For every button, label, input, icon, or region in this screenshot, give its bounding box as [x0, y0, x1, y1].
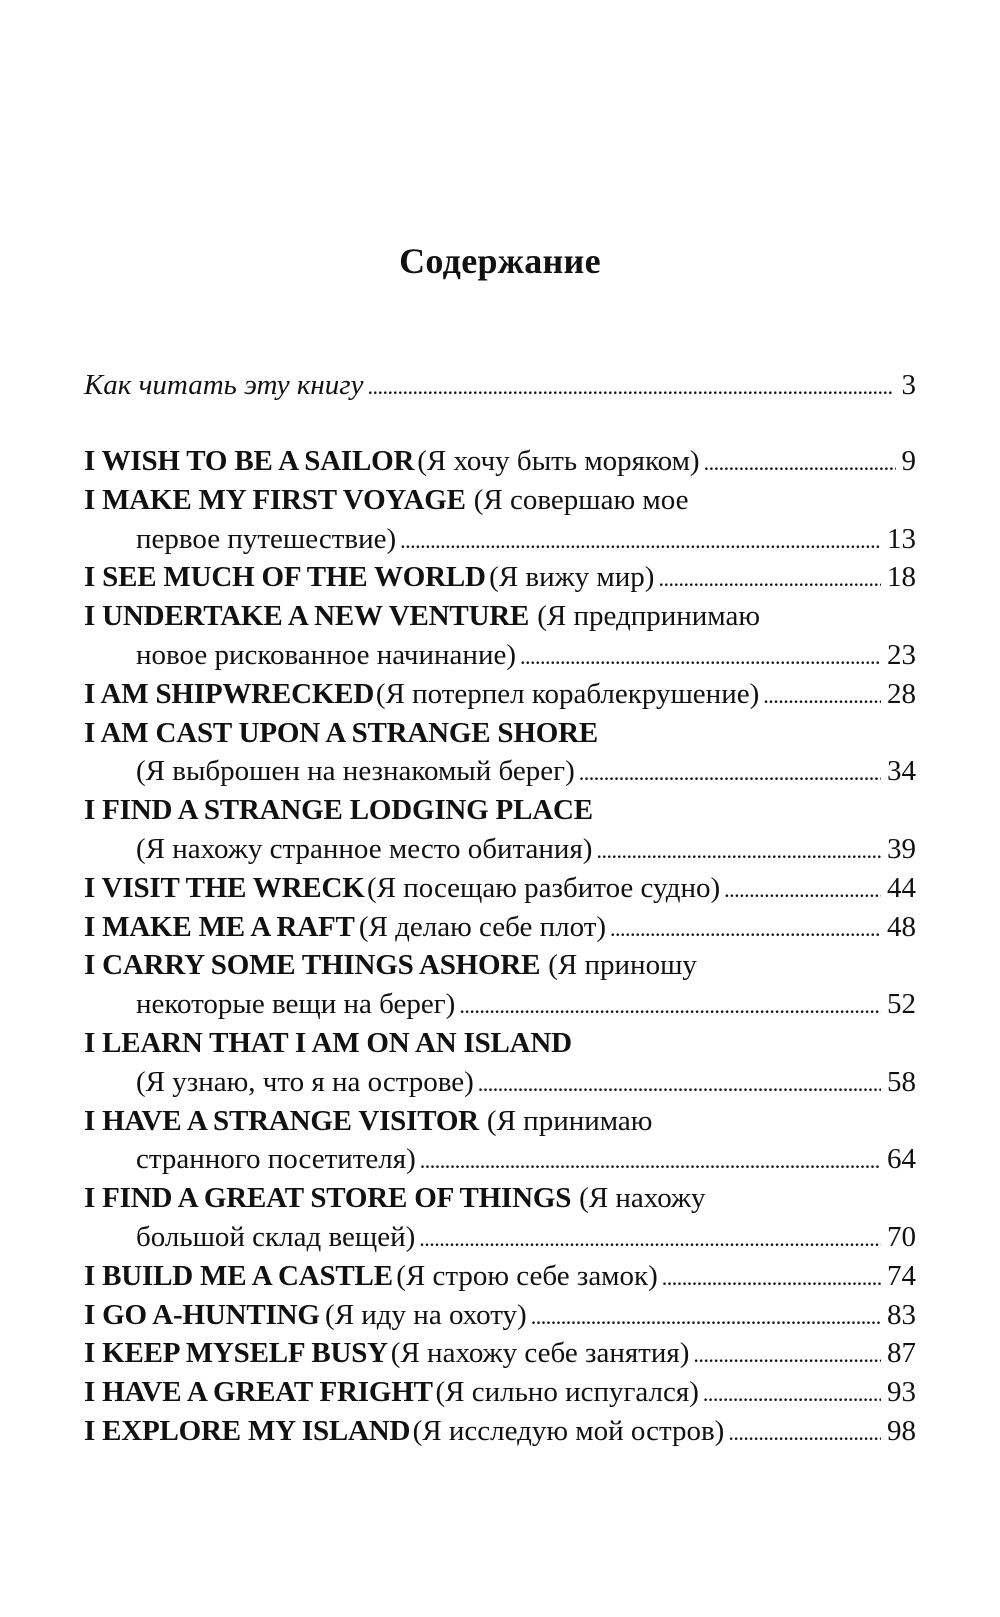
toc-entry-title-en: I AM CAST UPON A STRANGE SHORE	[84, 716, 598, 749]
toc-entry-title-en: I KEEP MYSELF BUSY	[84, 1337, 388, 1370]
toc-entry-continuation	[136, 1059, 916, 1099]
toc-entry-continuation	[136, 1214, 916, 1254]
toc-page-number: 39	[887, 833, 916, 865]
toc-entry-title-ru: (Я иду на охоту)	[325, 1298, 527, 1331]
toc-entry-line	[84, 671, 916, 711]
toc-entry-line	[84, 1292, 916, 1332]
toc-entry-title-ru: новое рискованное начинание)	[136, 639, 516, 671]
toc-entry-line	[84, 554, 916, 594]
dot-leader	[724, 875, 881, 905]
toc-entry-line	[84, 1175, 916, 1215]
toc-entry-line	[84, 1369, 916, 1409]
toc-entry-line	[84, 710, 916, 750]
toc-entry-title-en: I EXPLORE MY ISLAND	[84, 1415, 411, 1447]
toc-entry-continuation	[136, 1136, 916, 1176]
toc-entry-continuation	[136, 748, 916, 788]
toc-entry-line	[84, 1253, 916, 1293]
toc-entry-title-en: I VISIT THE WRECK	[84, 871, 365, 904]
toc-entry-title-ru: (Я строю себе замок)	[396, 1259, 658, 1292]
toc-entry-title-ru: (Я потерпел кораблекрушение)	[375, 677, 760, 710]
toc-entry-title-ru: (Я исследую мой остров)	[412, 1415, 725, 1447]
toc-entry-line	[84, 477, 916, 517]
toc-page-number: 9	[901, 445, 916, 477]
toc-entry-title-ru: (Я нахожу	[579, 1182, 706, 1215]
toc-page-number: 70	[887, 1221, 916, 1253]
toc-entry-line	[84, 942, 916, 982]
dot-leader	[610, 914, 881, 944]
toc-intro-title: Как читать эту книгу	[84, 369, 364, 401]
toc-page-number: 48	[887, 910, 916, 943]
toc-entry-title-ru: (Я вижу мир)	[489, 561, 655, 594]
dot-leader	[478, 1069, 881, 1099]
dot-leader	[400, 526, 881, 556]
page-title: Содержание	[399, 241, 601, 281]
toc-page-number: 64	[887, 1143, 916, 1176]
toc-entry-title-en: I HAVE A GREAT FRIGHT	[84, 1376, 433, 1409]
dot-leader	[579, 758, 881, 788]
toc-page-number: 44	[887, 871, 916, 904]
toc-page-number: 52	[887, 988, 916, 1021]
toc-entry-title-ru: (Я выброшен на незнакомый берег)	[136, 755, 575, 788]
dot-leader	[420, 1146, 881, 1176]
dot-leader	[662, 1263, 881, 1293]
toc-intro-entry	[84, 362, 916, 402]
toc-entry-line	[84, 1330, 916, 1370]
toc-entry-title-ru: (Я нахожу странное место обитания)	[136, 833, 593, 865]
toc-entry-title-ru: первое путешествие)	[136, 522, 397, 555]
toc-entry-title-en: I AM SHIPWRECKED	[84, 677, 375, 710]
toc-entry-line	[84, 438, 916, 478]
toc-entry-line	[84, 1408, 916, 1448]
toc-entry-title-ru: (Я совершаю мое	[473, 483, 689, 516]
toc-entry-continuation	[136, 516, 916, 556]
toc-entry-title-ru: (Я делаю себе плот)	[358, 910, 607, 943]
toc-entry-line	[84, 1098, 916, 1138]
toc-entry-title-ru: (Я узнаю, что я на острове)	[136, 1065, 474, 1098]
dot-leader	[531, 1302, 881, 1332]
toc-page-number: 93	[887, 1376, 916, 1409]
dot-leader	[520, 642, 881, 672]
toc-entry-continuation	[136, 632, 916, 672]
toc-entry-title-ru: большой склад вещей)	[136, 1221, 416, 1253]
toc-entry-title-en: I SEE MUCH OF THE WORLD	[84, 561, 486, 594]
toc-entry-line	[84, 865, 916, 905]
toc-entry-continuation	[136, 826, 916, 866]
toc-page-number: 18	[887, 561, 916, 594]
toc-page-number: 83	[887, 1298, 916, 1331]
dot-leader	[658, 564, 881, 594]
dot-leader	[703, 1379, 881, 1409]
dot-leader	[596, 836, 881, 866]
dot-leader	[419, 1224, 881, 1254]
toc-page-number: 98	[887, 1415, 916, 1447]
dot-leader	[459, 991, 881, 1021]
toc-entry-title-ru: (Я принимаю	[486, 1104, 653, 1137]
toc-entry-title-en: I WISH TO BE A SAILOR	[84, 445, 415, 477]
toc-entry-title-en: I FIND A GREAT STORE OF THINGS	[84, 1182, 572, 1215]
toc-page-number: 23	[887, 639, 916, 671]
toc-entry-continuation	[136, 981, 916, 1021]
toc-page-number: 13	[887, 522, 916, 555]
toc-entry-line	[84, 593, 916, 633]
dot-leader	[693, 1340, 881, 1370]
toc-entry-title-ru: (Я нахожу себе занятия)	[390, 1337, 690, 1370]
toc-entry-title-en: I GO A-HUNTING	[84, 1298, 320, 1331]
toc-entry-title-en: I UNDERTAKE A NEW VENTURE	[84, 600, 530, 633]
toc-entry-title-en: I MAKE ME A RAFT	[84, 910, 355, 943]
dot-leader	[704, 448, 896, 478]
toc-entry-line	[84, 904, 916, 944]
toc-page-number: 34	[887, 755, 916, 788]
toc-entry-title-en: I CARRY SOME THINGS ASHORE	[84, 949, 541, 982]
toc-entry-title-en: I MAKE MY FIRST VOYAGE	[84, 483, 466, 516]
toc-entry-line	[84, 787, 916, 827]
toc-page-number: 74	[887, 1259, 916, 1292]
toc-page-number: 58	[887, 1065, 916, 1098]
dot-leader	[763, 681, 881, 711]
toc-entry-title-en: I BUILD ME A CASTLE	[84, 1259, 393, 1292]
toc-entry-title-ru: (Я хочу быть моряком)	[417, 445, 700, 477]
dot-leader	[367, 372, 895, 402]
toc-entry-title-en: I LEARN THAT I AM ON AN ISLAND	[84, 1027, 572, 1059]
toc-entry-title-ru: странного посетителя)	[136, 1143, 416, 1176]
toc-entry-title-ru: (Я посещаю разбитое судно)	[366, 871, 721, 904]
toc-entry-title-ru: (Я сильно испугался)	[435, 1376, 699, 1409]
toc-page-number: 87	[887, 1337, 916, 1370]
toc-entry-title-ru: (Я приношу	[548, 949, 697, 982]
toc-entry-title-ru: (Я предпринимаю	[537, 600, 760, 633]
dot-leader	[728, 1418, 881, 1448]
toc-page-number: 3	[901, 369, 916, 401]
toc-entry-title-en: I FIND A STRANGE LODGING PLACE	[84, 794, 593, 827]
toc-entry-title-ru: некоторые вещи на берег)	[136, 988, 456, 1021]
toc-entry-title-en: I HAVE A STRANGE VISITOR	[84, 1104, 479, 1137]
toc-entry-line	[84, 1020, 916, 1060]
toc-page-number: 28	[887, 677, 916, 710]
